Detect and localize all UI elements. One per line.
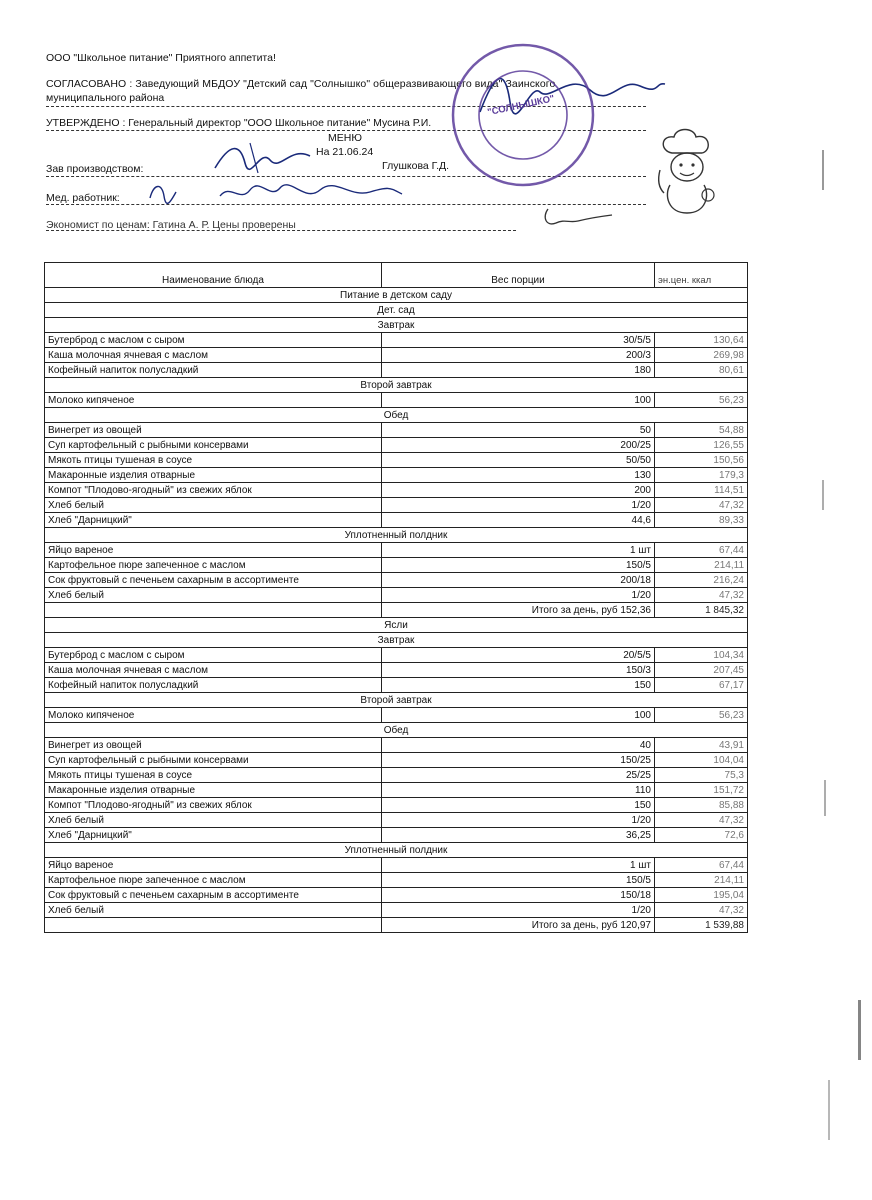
table-row [45, 423, 748, 438]
table-row [45, 663, 748, 678]
economist-underline [46, 230, 516, 231]
kcal-value: 151,72 [655, 783, 748, 798]
col-header-name: Наименование блюда [45, 263, 382, 288]
portion-weight: 200/25 [382, 438, 655, 453]
section-row [45, 618, 748, 633]
portion-weight: 150/18 [382, 888, 655, 903]
section-label: Второй завтрак [45, 693, 748, 708]
kcal-value: 47,32 [655, 588, 748, 603]
section-label: Обед [45, 723, 748, 738]
section-row [45, 408, 748, 423]
kcal-value: 130,64 [655, 333, 748, 348]
dish-name: Молоко кипяченое [45, 708, 382, 723]
portion-weight: 50 [382, 423, 655, 438]
table-row [45, 813, 748, 828]
dish-name: Хлеб белый [45, 588, 382, 603]
dish-name [45, 603, 382, 618]
table-row [45, 513, 748, 528]
production-label: Зав производством: [46, 163, 144, 175]
dish-name: Винегрет из овощей [45, 738, 382, 753]
kcal-value: 72,6 [655, 828, 748, 843]
production-signature [210, 138, 320, 178]
portion-weight: 1/20 [382, 903, 655, 918]
section-label: Уплотненный полдник [45, 528, 748, 543]
section-row [45, 723, 748, 738]
dish-name: Винегрет из овощей [45, 423, 382, 438]
section-row [45, 303, 748, 318]
portion-weight: 36,25 [382, 828, 655, 843]
dish-name: Картофельное пюре запеченное с маслом [45, 873, 382, 888]
table-row [45, 543, 748, 558]
scan-mark [828, 1080, 830, 1140]
dish-name: Каша молочная ячневая с маслом [45, 663, 382, 678]
scan-mark [858, 1000, 861, 1060]
table-row [45, 483, 748, 498]
table-row [45, 573, 748, 588]
dish-name: Яйцо вареное [45, 858, 382, 873]
dish-name: Хлеб "Дарницкий" [45, 828, 382, 843]
col-header-kcal: эн.цен. ккал [655, 263, 748, 288]
table-row [45, 348, 748, 363]
organization-stamp [448, 40, 598, 190]
section-row [45, 633, 748, 648]
section-row [45, 693, 748, 708]
total-price: Итого за день, руб 120,97 [382, 918, 655, 933]
kcal-value: 195,04 [655, 888, 748, 903]
section-row [45, 843, 748, 858]
kcal-value: 47,32 [655, 813, 748, 828]
scan-mark [824, 780, 826, 816]
dish-name: Кофейный напиток полусладкий [45, 678, 382, 693]
scan-mark [822, 150, 824, 190]
kcal-value: 54,88 [655, 423, 748, 438]
stamp-text: "СОЛНЫШКО" [486, 93, 556, 119]
table-row [45, 468, 748, 483]
total-price: Итого за день, руб 152,36 [382, 603, 655, 618]
portion-weight: 40 [382, 738, 655, 753]
portion-weight: 150/3 [382, 663, 655, 678]
dish-name: Сок фруктовый с печеньем сахарным в ассортименте [45, 573, 382, 588]
portion-weight: 1 шт [382, 858, 655, 873]
agreed-line: СОГЛАСОВАНО : Заведующий МБДОУ "Детский сад "Солнышко" общеразвивающего вида" Заинского [46, 78, 556, 90]
table-row [45, 453, 748, 468]
col-header-weight: Вес порции [382, 263, 655, 288]
kcal-value: 67,17 [655, 678, 748, 693]
section-label: Завтрак [45, 633, 748, 648]
total-kcal: 1 845,32 [655, 603, 748, 618]
table-row [45, 768, 748, 783]
dish-name: Бутерброд с маслом с сыром [45, 333, 382, 348]
table-row [45, 363, 748, 378]
portion-weight: 25/25 [382, 768, 655, 783]
table-row [45, 588, 748, 603]
table-row [45, 828, 748, 843]
kcal-value: 269,98 [655, 348, 748, 363]
section-label: Обед [45, 408, 748, 423]
portion-weight: 1/20 [382, 588, 655, 603]
dish-name: Макаронные изделия отварные [45, 468, 382, 483]
dish-name: Суп картофельный с рыбными консервами [45, 753, 382, 768]
table-row [45, 858, 748, 873]
table-row [45, 558, 748, 573]
dish-name: Яйцо вареное [45, 543, 382, 558]
kcal-value: 114,51 [655, 483, 748, 498]
total-kcal: 1 539,88 [655, 918, 748, 933]
kcal-value: 214,11 [655, 558, 748, 573]
section-label: Питание в детском саду [45, 288, 748, 303]
dish-name: Кофейный напиток полусладкий [45, 363, 382, 378]
portion-weight: 1/20 [382, 813, 655, 828]
company-line: ООО "Школьное питание" Приятного аппетита! [46, 52, 276, 64]
kcal-value: 43,91 [655, 738, 748, 753]
dish-name: Сок фруктовый с печеньем сахарным в ассортименте [45, 888, 382, 903]
dish-name: Хлеб белый [45, 498, 382, 513]
portion-weight: 1/20 [382, 498, 655, 513]
portion-weight: 150/5 [382, 873, 655, 888]
section-label: Уплотненный полдник [45, 843, 748, 858]
kcal-value: 47,32 [655, 498, 748, 513]
economist-signature [540, 205, 620, 231]
kcal-value: 104,34 [655, 648, 748, 663]
kcal-value: 67,44 [655, 858, 748, 873]
portion-weight: 150/5 [382, 558, 655, 573]
dish-name: Картофельное пюре запеченное с маслом [45, 558, 382, 573]
medic-label: Мед. работник: [46, 192, 120, 204]
dish-name: Суп картофельный с рыбными консервами [45, 438, 382, 453]
table-row [45, 783, 748, 798]
table-row [45, 888, 748, 903]
kcal-value: 126,55 [655, 438, 748, 453]
table-header-row [45, 263, 748, 288]
portion-weight: 20/5/5 [382, 648, 655, 663]
table-row [45, 648, 748, 663]
kcal-value: 150,56 [655, 453, 748, 468]
kcal-value: 89,33 [655, 513, 748, 528]
kcal-value: 85,88 [655, 798, 748, 813]
dish-name: Компот "Плодово-ягодный" из свежих яблок [45, 483, 382, 498]
portion-weight: 200/18 [382, 573, 655, 588]
table-row [45, 438, 748, 453]
portion-weight: 200 [382, 483, 655, 498]
chef-icon [650, 125, 730, 220]
kcal-value: 80,61 [655, 363, 748, 378]
dish-name: Каша молочная ячневая с маслом [45, 348, 382, 363]
section-label: Дет. сад [45, 303, 748, 318]
dish-name: Мякоть птицы тушеная в соусе [45, 768, 382, 783]
portion-weight: 200/3 [382, 348, 655, 363]
portion-weight: 44,6 [382, 513, 655, 528]
table-row [45, 738, 748, 753]
section-label: Второй завтрак [45, 378, 748, 393]
scan-mark [822, 480, 824, 510]
section-row [45, 288, 748, 303]
kcal-value: 214,11 [655, 873, 748, 888]
section-label: Ясли [45, 618, 748, 633]
table-row [45, 393, 748, 408]
agreed-line-2: муниципального района [46, 92, 165, 104]
kcal-value: 67,44 [655, 543, 748, 558]
portion-weight: 180 [382, 363, 655, 378]
portion-weight: 50/50 [382, 453, 655, 468]
section-label: Завтрак [45, 318, 748, 333]
portion-weight: 130 [382, 468, 655, 483]
portion-weight: 1 шт [382, 543, 655, 558]
kcal-value: 47,32 [655, 903, 748, 918]
kcal-value: 104,04 [655, 753, 748, 768]
menu-date: На 21.06.24 [316, 146, 374, 158]
dish-name: Компот "Плодово-ягодный" из свежих яблок [45, 798, 382, 813]
kcal-value: 56,23 [655, 393, 748, 408]
dish-name: Мякоть птицы тушеная в соусе [45, 453, 382, 468]
kcal-value: 56,23 [655, 708, 748, 723]
portion-weight: 150/25 [382, 753, 655, 768]
table-row [45, 798, 748, 813]
table-row [45, 678, 748, 693]
approved-line: УТВЕРЖДЕНО : Генеральный директор "ООО Школьное питание" Мусина Р.И. [46, 117, 432, 129]
dish-name: Хлеб белый [45, 813, 382, 828]
menu-table [44, 262, 748, 933]
section-row [45, 528, 748, 543]
portion-weight: 100 [382, 393, 655, 408]
table-row [45, 498, 748, 513]
table-row [45, 708, 748, 723]
portion-weight: 150 [382, 678, 655, 693]
portion-weight: 110 [382, 783, 655, 798]
production-name: Глушкова Г.Д. [382, 160, 450, 172]
economist-line: Экономист по ценам: Гатина А. Р. Цены проверены [46, 219, 296, 231]
total-row [45, 918, 748, 933]
table-row [45, 903, 748, 918]
portion-weight: 100 [382, 708, 655, 723]
dish-name: Бутерброд с маслом с сыром [45, 648, 382, 663]
kcal-value: 179,3 [655, 468, 748, 483]
menu-title: МЕНЮ [328, 132, 362, 144]
dish-name [45, 918, 382, 933]
medic-signature [140, 178, 420, 208]
table-row [45, 873, 748, 888]
kcal-value: 207,45 [655, 663, 748, 678]
dish-name: Хлеб "Дарницкий" [45, 513, 382, 528]
section-row [45, 318, 748, 333]
table-row [45, 333, 748, 348]
portion-weight: 150 [382, 798, 655, 813]
section-row [45, 378, 748, 393]
total-row [45, 603, 748, 618]
dish-name: Макаронные изделия отварные [45, 783, 382, 798]
kcal-value: 75,3 [655, 768, 748, 783]
portion-weight: 30/5/5 [382, 333, 655, 348]
table-row [45, 753, 748, 768]
dish-name: Молоко кипяченое [45, 393, 382, 408]
dish-name: Хлеб белый [45, 903, 382, 918]
kcal-value: 216,24 [655, 573, 748, 588]
